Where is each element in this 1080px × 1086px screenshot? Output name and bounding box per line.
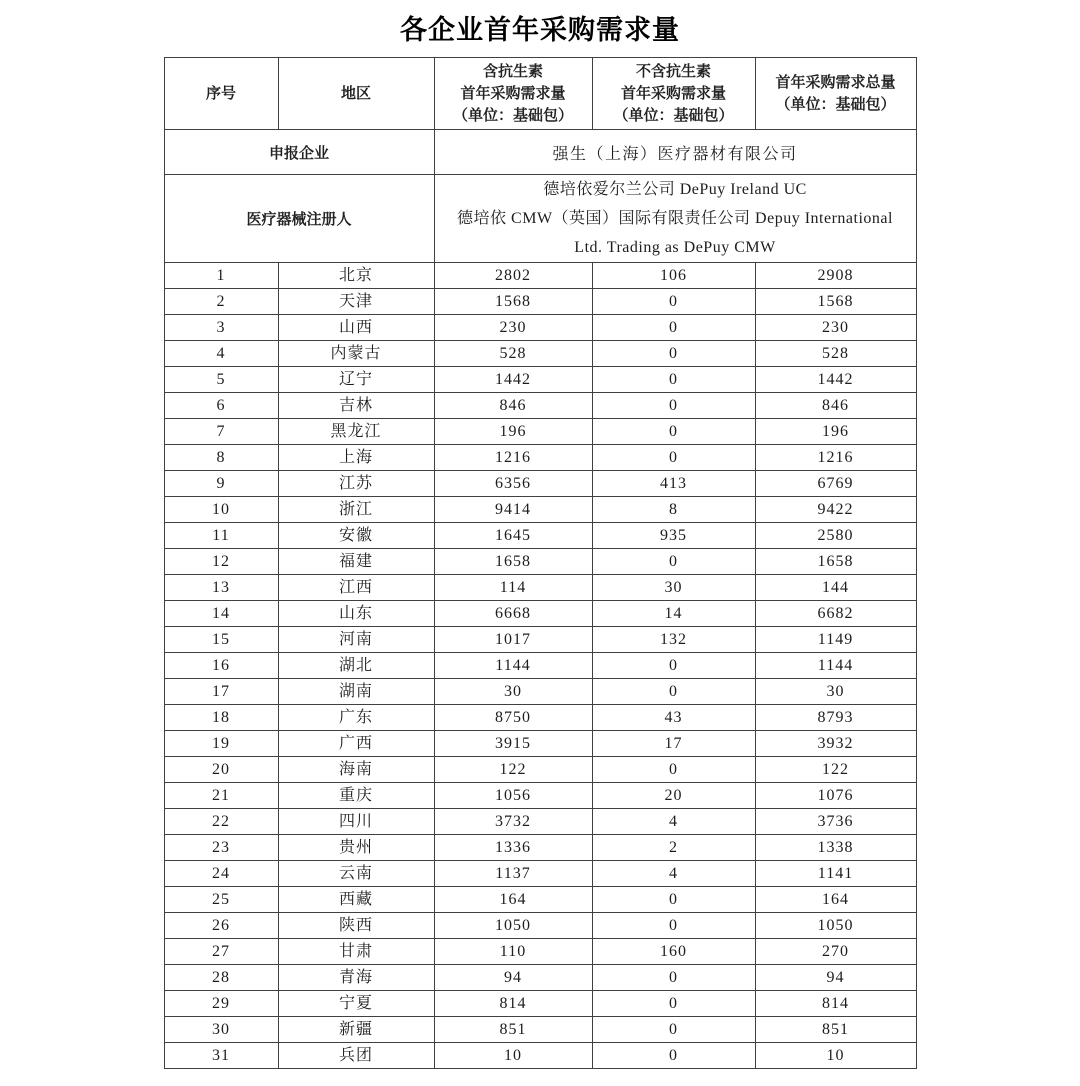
serial-cell: 27 xyxy=(164,939,278,965)
serial-cell: 7 xyxy=(164,419,278,445)
header-line: 不含抗生素 xyxy=(635,62,711,80)
declarant-row xyxy=(164,130,916,175)
with-antibiotic-cell: 114 xyxy=(434,575,592,601)
without-antibiotic-cell: 106 xyxy=(592,263,755,289)
total-cell: 3736 xyxy=(755,809,916,835)
serial-cell: 28 xyxy=(164,965,278,991)
without-antibiotic-cell: 4 xyxy=(592,809,755,835)
without-antibiotic-cell: 0 xyxy=(592,549,755,575)
serial-cell: 8 xyxy=(164,445,278,471)
total-cell: 122 xyxy=(755,757,916,783)
total-cell: 3932 xyxy=(755,731,916,757)
table-row xyxy=(164,445,916,471)
serial-cell: 24 xyxy=(164,861,278,887)
serial-cell: 17 xyxy=(164,679,278,705)
table-row xyxy=(164,887,916,913)
table-row xyxy=(164,965,916,991)
serial-cell: 12 xyxy=(164,549,278,575)
with-antibiotic-cell: 164 xyxy=(434,887,592,913)
total-cell: 270 xyxy=(755,939,916,965)
region-cell: 山西 xyxy=(278,315,434,341)
registrant-value xyxy=(434,175,916,263)
with-antibiotic-cell: 1442 xyxy=(434,367,592,393)
without-antibiotic-cell: 14 xyxy=(592,601,755,627)
total-cell: 1658 xyxy=(755,549,916,575)
total-cell: 1216 xyxy=(755,445,916,471)
region-cell: 浙江 xyxy=(278,497,434,523)
serial-cell: 13 xyxy=(164,575,278,601)
region-cell: 上海 xyxy=(278,445,434,471)
region-cell: 北京 xyxy=(278,263,434,289)
header-line: 首年采购需求量 xyxy=(620,84,726,102)
without-antibiotic-cell: 413 xyxy=(592,471,755,497)
region-cell: 湖北 xyxy=(278,653,434,679)
serial-cell: 14 xyxy=(164,601,278,627)
with-antibiotic-cell: 10 xyxy=(434,1043,592,1069)
with-antibiotic-cell: 2802 xyxy=(434,263,592,289)
total-cell: 9422 xyxy=(755,497,916,523)
region-cell: 兵团 xyxy=(278,1043,434,1069)
table-row xyxy=(164,367,916,393)
with-antibiotic-cell: 94 xyxy=(434,965,592,991)
without-antibiotic-cell: 8 xyxy=(592,497,755,523)
with-antibiotic-cell: 1144 xyxy=(434,653,592,679)
serial-cell: 10 xyxy=(164,497,278,523)
table-row xyxy=(164,783,916,809)
with-antibiotic-cell: 1336 xyxy=(434,835,592,861)
total-cell: 1149 xyxy=(755,627,916,653)
region-cell: 河南 xyxy=(278,627,434,653)
with-antibiotic-cell: 9414 xyxy=(434,497,592,523)
table-row xyxy=(164,263,916,289)
table-row xyxy=(164,705,916,731)
total-cell: 1141 xyxy=(755,861,916,887)
without-antibiotic-cell: 935 xyxy=(592,523,755,549)
table-row xyxy=(164,315,916,341)
total-cell: 10 xyxy=(755,1043,916,1069)
total-cell: 814 xyxy=(755,991,916,1017)
without-antibiotic-cell: 0 xyxy=(592,419,755,445)
with-antibiotic-cell: 528 xyxy=(434,341,592,367)
header-without-antibiotic xyxy=(592,58,755,130)
with-antibiotic-cell: 1050 xyxy=(434,913,592,939)
with-antibiotic-cell: 1568 xyxy=(434,289,592,315)
with-antibiotic-cell: 1017 xyxy=(434,627,592,653)
region-cell: 黑龙江 xyxy=(278,419,434,445)
without-antibiotic-cell: 0 xyxy=(592,757,755,783)
region-cell: 福建 xyxy=(278,549,434,575)
region-cell: 甘肃 xyxy=(278,939,434,965)
total-cell: 6769 xyxy=(755,471,916,497)
with-antibiotic-cell: 3915 xyxy=(434,731,592,757)
without-antibiotic-cell: 30 xyxy=(592,575,755,601)
total-cell: 1568 xyxy=(755,289,916,315)
serial-cell: 1 xyxy=(164,263,278,289)
registrant-row xyxy=(164,175,916,263)
table-row xyxy=(164,341,916,367)
with-antibiotic-cell: 196 xyxy=(434,419,592,445)
region-cell: 云南 xyxy=(278,861,434,887)
with-antibiotic-cell: 814 xyxy=(434,991,592,1017)
serial-cell: 26 xyxy=(164,913,278,939)
table-row xyxy=(164,679,916,705)
serial-cell: 30 xyxy=(164,1017,278,1043)
table-row xyxy=(164,653,916,679)
without-antibiotic-cell: 0 xyxy=(592,965,755,991)
total-cell: 1076 xyxy=(755,783,916,809)
without-antibiotic-cell: 0 xyxy=(592,289,755,315)
header-total xyxy=(755,58,916,130)
table-row xyxy=(164,549,916,575)
region-cell: 江苏 xyxy=(278,471,434,497)
with-antibiotic-cell: 851 xyxy=(434,1017,592,1043)
total-cell: 30 xyxy=(755,679,916,705)
table-row xyxy=(164,419,916,445)
region-cell: 广东 xyxy=(278,705,434,731)
total-cell: 196 xyxy=(755,419,916,445)
with-antibiotic-cell: 1658 xyxy=(434,549,592,575)
region-cell: 宁夏 xyxy=(278,991,434,1017)
total-cell: 851 xyxy=(755,1017,916,1043)
registrant-line: Ltd. Trading as DePuy CMW xyxy=(574,239,776,256)
without-antibiotic-cell: 4 xyxy=(592,861,755,887)
table-row xyxy=(164,861,916,887)
total-cell: 1442 xyxy=(755,367,916,393)
with-antibiotic-cell: 1137 xyxy=(434,861,592,887)
table-row xyxy=(164,809,916,835)
total-cell: 1050 xyxy=(755,913,916,939)
serial-cell: 25 xyxy=(164,887,278,913)
serial-cell: 15 xyxy=(164,627,278,653)
serial-cell: 21 xyxy=(164,783,278,809)
serial-cell: 20 xyxy=(164,757,278,783)
without-antibiotic-cell: 20 xyxy=(592,783,755,809)
header-region: 地区 xyxy=(278,58,434,130)
without-antibiotic-cell: 0 xyxy=(592,315,755,341)
declarant-value: 强生（上海）医疗器材有限公司 xyxy=(434,130,916,175)
table-row xyxy=(164,627,916,653)
region-cell: 重庆 xyxy=(278,783,434,809)
region-cell: 吉林 xyxy=(278,393,434,419)
table-row xyxy=(164,757,916,783)
region-cell: 青海 xyxy=(278,965,434,991)
with-antibiotic-cell: 6356 xyxy=(434,471,592,497)
without-antibiotic-cell: 0 xyxy=(592,367,755,393)
header-line: 首年采购需求量 xyxy=(460,84,566,102)
without-antibiotic-cell: 0 xyxy=(592,991,755,1017)
without-antibiotic-cell: 0 xyxy=(592,913,755,939)
serial-cell: 31 xyxy=(164,1043,278,1069)
header-line: （单位：基础包） xyxy=(613,106,734,124)
without-antibiotic-cell: 0 xyxy=(592,653,755,679)
declarant-label: 申报企业 xyxy=(164,130,434,175)
table-row xyxy=(164,835,916,861)
without-antibiotic-cell: 2 xyxy=(592,835,755,861)
with-antibiotic-cell: 3732 xyxy=(434,809,592,835)
procurement-table xyxy=(164,57,917,1069)
with-antibiotic-cell: 1216 xyxy=(434,445,592,471)
serial-cell: 29 xyxy=(164,991,278,1017)
without-antibiotic-cell: 43 xyxy=(592,705,755,731)
without-antibiotic-cell: 0 xyxy=(592,393,755,419)
total-cell: 846 xyxy=(755,393,916,419)
total-cell: 1338 xyxy=(755,835,916,861)
region-cell: 西藏 xyxy=(278,887,434,913)
header-row xyxy=(164,58,916,130)
serial-cell: 4 xyxy=(164,341,278,367)
with-antibiotic-cell: 122 xyxy=(434,757,592,783)
region-cell: 内蒙古 xyxy=(278,341,434,367)
table-row xyxy=(164,575,916,601)
total-cell: 1144 xyxy=(755,653,916,679)
region-cell: 海南 xyxy=(278,757,434,783)
total-cell: 144 xyxy=(755,575,916,601)
header-line: 含抗生素 xyxy=(482,62,543,80)
header-line: （单位：基础包） xyxy=(775,95,896,113)
without-antibiotic-cell: 17 xyxy=(592,731,755,757)
serial-cell: 2 xyxy=(164,289,278,315)
without-antibiotic-cell: 132 xyxy=(592,627,755,653)
header-line: （单位：基础包） xyxy=(452,106,573,124)
with-antibiotic-cell: 30 xyxy=(434,679,592,705)
region-cell: 湖南 xyxy=(278,679,434,705)
without-antibiotic-cell: 0 xyxy=(592,445,755,471)
serial-cell: 3 xyxy=(164,315,278,341)
serial-cell: 16 xyxy=(164,653,278,679)
with-antibiotic-cell: 1645 xyxy=(434,523,592,549)
region-cell: 辽宁 xyxy=(278,367,434,393)
serial-cell: 22 xyxy=(164,809,278,835)
registrant-line: 德培依爱尔兰公司 DePuy Ireland UC xyxy=(543,181,807,198)
serial-cell: 18 xyxy=(164,705,278,731)
without-antibiotic-cell: 0 xyxy=(592,887,755,913)
header-line: 首年采购需求总量 xyxy=(775,73,896,91)
total-cell: 164 xyxy=(755,887,916,913)
without-antibiotic-cell: 160 xyxy=(592,939,755,965)
region-cell: 四川 xyxy=(278,809,434,835)
table-row xyxy=(164,731,916,757)
with-antibiotic-cell: 1056 xyxy=(434,783,592,809)
with-antibiotic-cell: 110 xyxy=(434,939,592,965)
region-cell: 广西 xyxy=(278,731,434,757)
region-cell: 江西 xyxy=(278,575,434,601)
table-row xyxy=(164,991,916,1017)
table-row xyxy=(164,913,916,939)
with-antibiotic-cell: 8750 xyxy=(434,705,592,731)
region-cell: 贵州 xyxy=(278,835,434,861)
without-antibiotic-cell: 0 xyxy=(592,341,755,367)
table-row xyxy=(164,393,916,419)
serial-cell: 23 xyxy=(164,835,278,861)
table-row xyxy=(164,601,916,627)
serial-cell: 19 xyxy=(164,731,278,757)
serial-cell: 5 xyxy=(164,367,278,393)
header-serial: 序号 xyxy=(164,58,278,130)
table-row xyxy=(164,289,916,315)
with-antibiotic-cell: 846 xyxy=(434,393,592,419)
without-antibiotic-cell: 0 xyxy=(592,1043,755,1069)
table-row xyxy=(164,1043,916,1069)
table-row xyxy=(164,939,916,965)
total-cell: 2580 xyxy=(755,523,916,549)
total-cell: 6682 xyxy=(755,601,916,627)
page-title: 各企业首年采购需求量 xyxy=(400,15,680,45)
total-cell: 8793 xyxy=(755,705,916,731)
table-row xyxy=(164,1017,916,1043)
registrant-line: 德培依 CMW（英国）国际有限责任公司 Depuy International xyxy=(457,210,893,227)
table-body xyxy=(164,130,916,1069)
serial-cell: 9 xyxy=(164,471,278,497)
table-row xyxy=(164,497,916,523)
total-cell: 2908 xyxy=(755,263,916,289)
total-cell: 528 xyxy=(755,341,916,367)
region-cell: 陕西 xyxy=(278,913,434,939)
region-cell: 新疆 xyxy=(278,1017,434,1043)
header-with-antibiotic xyxy=(434,58,592,130)
without-antibiotic-cell: 0 xyxy=(592,679,755,705)
registrant-label: 医疗器械注册人 xyxy=(164,175,434,263)
table-row xyxy=(164,471,916,497)
serial-cell: 11 xyxy=(164,523,278,549)
table-row xyxy=(164,523,916,549)
total-cell: 94 xyxy=(755,965,916,991)
with-antibiotic-cell: 230 xyxy=(434,315,592,341)
serial-cell: 6 xyxy=(164,393,278,419)
with-antibiotic-cell: 6668 xyxy=(434,601,592,627)
without-antibiotic-cell: 0 xyxy=(592,1017,755,1043)
region-cell: 安徽 xyxy=(278,523,434,549)
region-cell: 山东 xyxy=(278,601,434,627)
region-cell: 天津 xyxy=(278,289,434,315)
total-cell: 230 xyxy=(755,315,916,341)
